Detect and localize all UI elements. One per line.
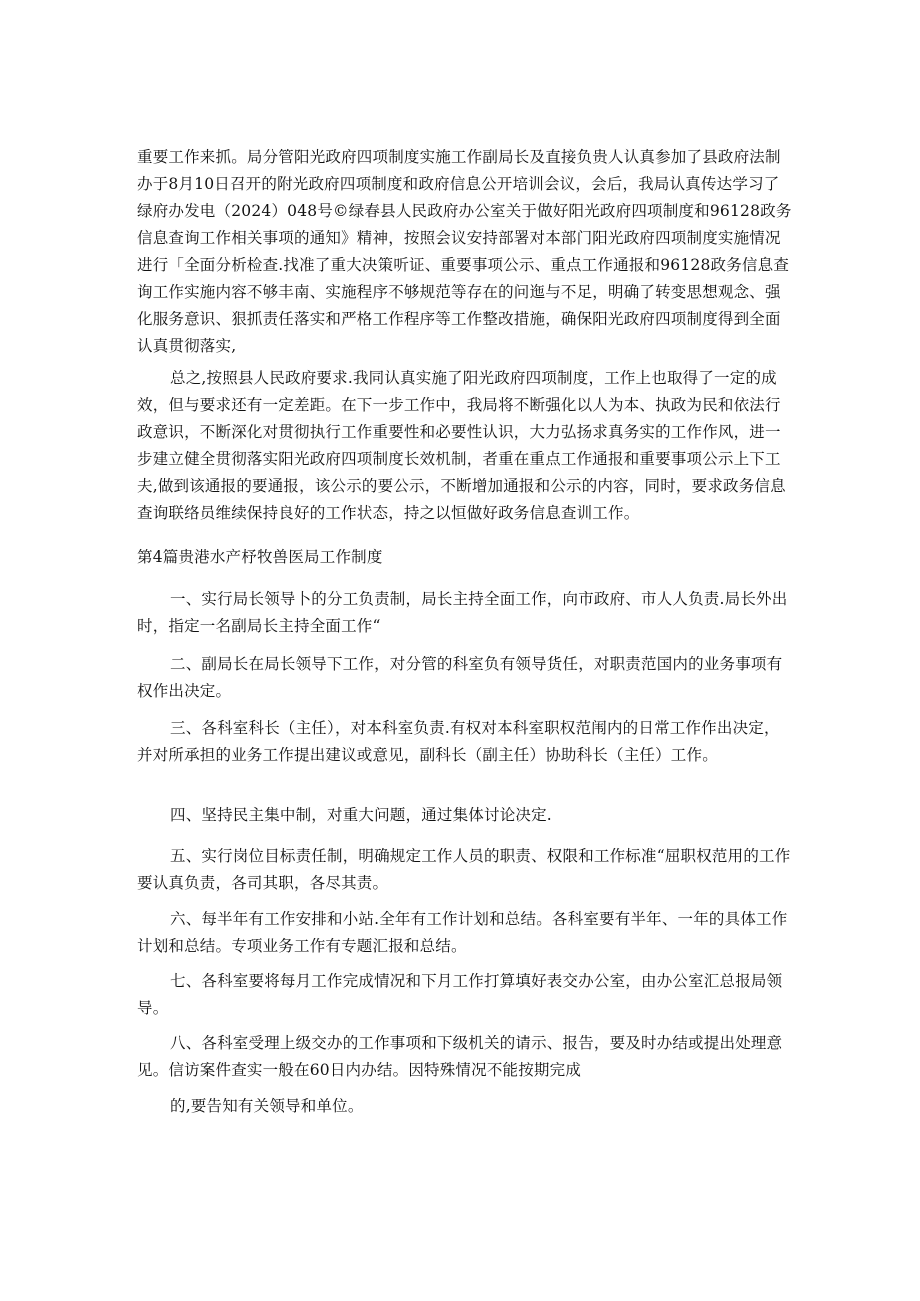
paragraph-rule-6: 六、每半年有工作安排和小站.全年有工作计划和总结。各科室要有半年、一年的具体工作计划和总结。专项业务工作有专题汇报和总结。 — [137, 910, 788, 955]
paragraph-rule-5: 五、实行岗位目标责任制，明确规定工作人员的职责、权限和工作标准“屈职权范用的工作要认真负责，各司其职，各尽其责。 — [137, 847, 791, 892]
paragraph-rule-2: 二、副局长在局长领导下工作，对分管的科室负有领导货任，对职责范国内的业务事项有权作出决定。 — [137, 655, 783, 700]
paragraph-rule-7: 七、各科室要将每月工作完成情况和下月工作打算填好表交办公室，由办公室汇总报局领导。 — [137, 972, 783, 1017]
paragraph-rule-1: 一、实行局长领导卜的分工负责制，局长主持全面工作，向市政府、市人人负责.局长外出时，指定一名副局长主持全面工作“ — [137, 590, 788, 635]
section-heading: 第4篇贵港水产杼牧兽医局工作制度 — [137, 548, 383, 566]
paragraph-continuation: 重要工作来抓。局分管阳光政府四项制度实施工作副局长及直接负贵人认真参加了县政府法制办于8月10日召开的附光政府四项制度和政府信息公开培训会议，会后，我局认真传达学习了绿府办发电（2024）048号©绿春县人民政府办公室关于做好阳光政府四项制度和96128政务信息查询工作相关事项的通知》精神，按照会议安持部署对本部门阳光政府四项制度实施情况进行「全面分析检查.找准了重大决策听证、重要事项公示、重点工作通报和96128政务信息查询工作实施内容不够丰南、实施程序不够规范等存在的问迤与不足，明确了转变思想观念、强化服务意识、狠抓责任落实和严格工作程序等工作整改措施，确保阳光政府四项制度得到全面认真贯彻落实, — [137, 148, 792, 355]
paragraph-rule-3: 三、各科室科长（主任），对本科室负责.有权对本科室职权范闱内的日常工作作出决定，并对所承担的业务工作提出建议或意见，副科长（副主任）协助科长（主任）工作。 — [137, 719, 780, 764]
paragraph-rule-8-continued: 的,要告知有关领导和单位。 — [170, 1097, 364, 1115]
paragraph-rule-8: 八、各科室受理上级交办的工作事项和下级机关的请示、报告，要及时办结或提出处理意见。信访案件查实一般在60日内办结。因特殊情况不能按期完成 — [137, 1034, 783, 1079]
paragraph-summary: 总之,按照县人民政府要求.我同认真实施了阳光政府四项制度，工作上也取得了一定的成效，但与要求还有一定差距。在下一步工作中，我局将不断强化以人为本、执政为民和依法行政意识，不断深化对贯彻执行工作重要性和必要性认识，大力弘扬求真务实的工作作风，进一步建立健全贯彻落实阳光政府四项制度长效机制，者重在重点工作通报和重要事项公示上下工夫,做到该通报的要通报，该公示的要公示，不断增加通报和公示的内容，同时，要求政务信息查询联络员维续保持良好的工作状态，持之以恒做好政务信息查训工作。 — [137, 369, 786, 522]
paragraph-rule-4: 四、坚持民主集中制，对重大问题，通过集体讨论决定. — [170, 806, 552, 824]
